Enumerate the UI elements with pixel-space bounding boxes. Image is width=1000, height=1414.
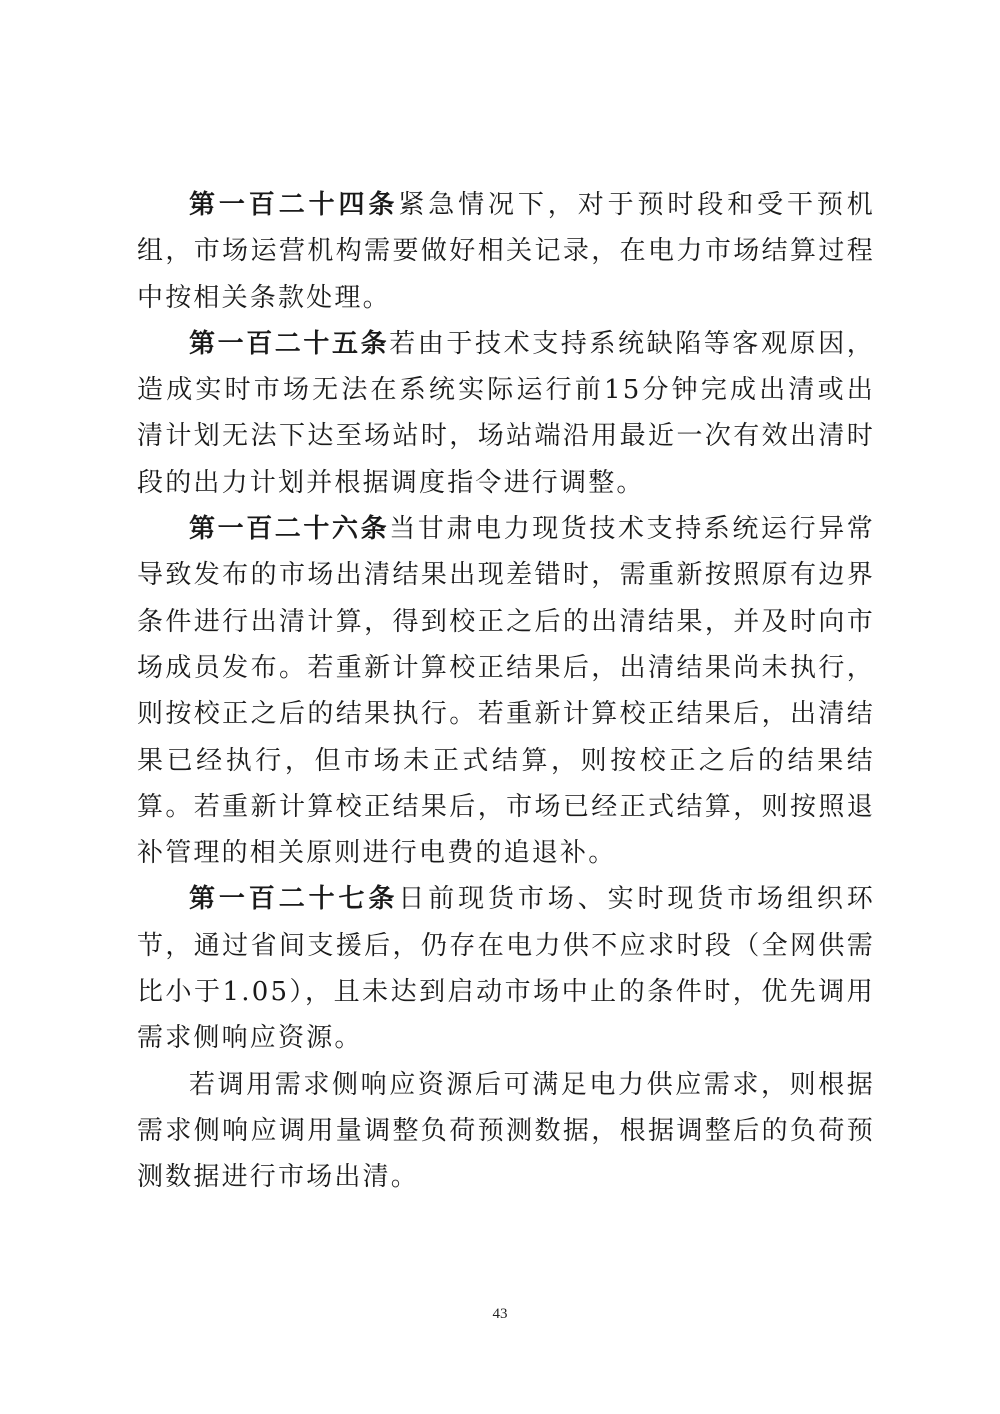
article-126 [137, 506, 875, 876]
article-125-text: 若由于技术支持系统缺陷等客观原因，造成实时市场无法在系统实际运行前15分钟完成出清或出清计划无法下达至场站时，场站端沿用最近一次有效出清时段的出力计划并根据调度指令进行调整。 [137, 328, 875, 498]
article-124-text: 紧急情况下，对于预时段和受干预机组，市场运营机构需要做好相关记录，在电力市场结算过程中按相关条款处理。 [137, 190, 876, 313]
article-127-heading: 第一百二十七条 [189, 884, 399, 915]
article-127-continuation-text: 若调用需求侧响应资源后可满足电力供应需求，则根据需求侧响应调用量调整负荷预测数据，根据调整后的负荷预测数据进行市场出清。 [137, 1069, 875, 1193]
article-124-heading: 第一百二十四条 [189, 190, 399, 220]
article-125 [137, 321, 875, 506]
article-127-continuation [137, 1062, 875, 1201]
article-127-text: 日前现货市场、实时现货市场组织环节，通过省间支援后，仍存在电力供不应求时段（全网供需比小于1.05），且未达到启动市场中止的条件时，优先调用需求侧响应资源。 [137, 884, 876, 1054]
article-127 [137, 876, 875, 1061]
article-126-heading: 第一百二十六条 [189, 514, 390, 545]
page-number: 43 [492, 1306, 508, 1322]
document-body [137, 182, 875, 1201]
article-125-heading: 第一百二十五条 [189, 328, 390, 359]
article-124 [137, 182, 875, 321]
article-126-text: 当甘肃电力现货技术支持系统运行异常导致发布的市场出清结果出现差错时，需重新按照原有边界条件进行出清计算，得到校正之后的出清结果，并及时向市场成员发布。若重新计算校正结果后，出清结果尚未执行，则按校正之后的结果执行。若重新计算校正结果后，出清结果已经执行，但市场未正式结算，则按校正之后的结果结算。若重新计算校正结果后，市场已经正式结算，则按照退补管理的相关原则进行电费的追退补。 [137, 514, 875, 869]
